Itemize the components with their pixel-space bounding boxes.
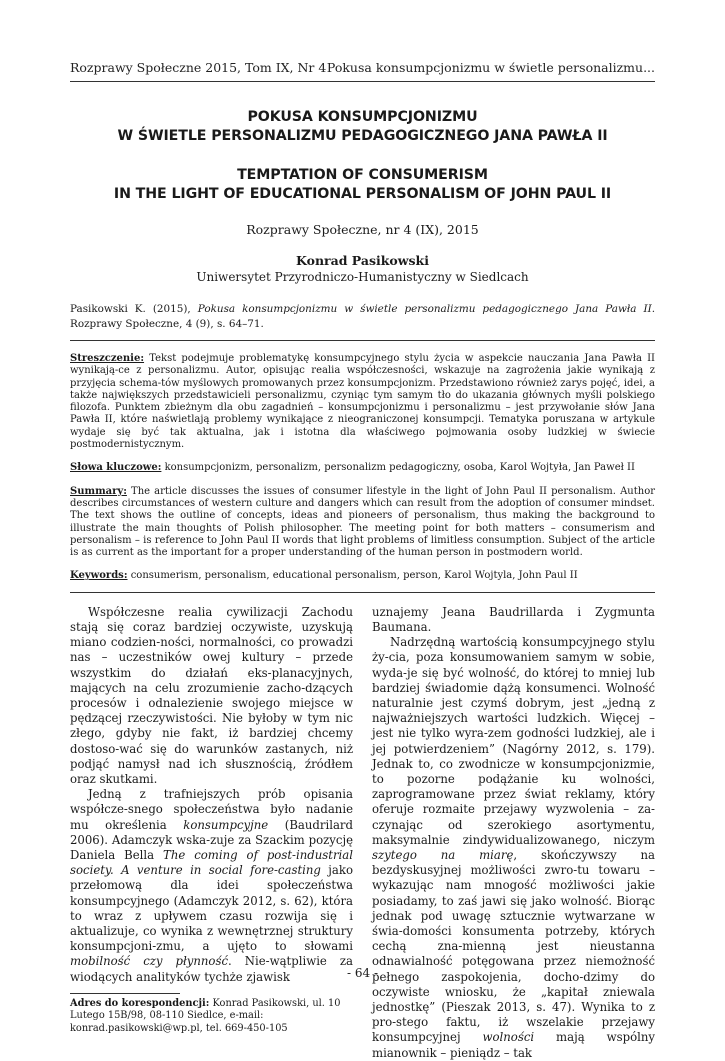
title-polish [70, 108, 655, 146]
text-run: Nadrzędną wartością konsumpcyjnego stylu ży-cia, poza konsumowaniem samym w sobie, wyda-je się być wolność, do której to mniej lub bardziej świadomie dążą konsumenci. Wolność naturalnie jest czymś dobrym, jest „jedną z najważniejszych wartości ludzkich. Więcej – jest nie tylko wyra-zem godności ludzkiej, ale i jej potwierdzeniem” (Nagórny 2012, s. 179). Jednak to, co zwodnicze w konsumpcjonizmie, to pozorne podążanie ku wolności, zaprogramowane przez świat reklamy, który oferuje rozmaite przejawy wyzwolenia – za-czynając od szerokiego asortymentu, maksymalnie zindywidualizowanego, niczym [372, 635, 655, 847]
abstract-pl-text: Tekst podejmuje problematykę konsumpcyjnego stylu życia w aspekcie nauczania Jana Pawła II wynikają-ce z personalizmu. Autor, opisując realia współczesności, wskazuje na zagrożenia jakie wynikają z przyjęcia schema-tów myślowych promowanych przez konsumpcjonizm. Przedstawiono również zarys pojęć, idei, a także największych przedstawicieli personalizmu, czyniąc tym samym tło do ukazania głównych myśli polskiego filozofa. Punktem zbieżnym dla obu zagadnień – konsumpcjonizmu i personalizmu – jest przywołanie słów Jana Pawła II, które naświetlają problemy wynikające z nieograniczonej konsumpcji. Tematyka poruszana w artykule wydaje się być tak aktualna, jak i istotna dla właściwego pojmowania osoby ludzkiej w świecie postmodernistycznym. [70, 353, 655, 451]
citation-title: Pokusa konsumpcjonizmu w świetle personalizmu pedagogicznego Jana Pawła II [197, 303, 652, 315]
citation-before: Pasikowski K. (2015), [70, 303, 198, 315]
text-run: . Nie-wątpliwie za wiodących analityków tychże zjawisk [70, 954, 353, 984]
footnote-label: Adres do korespondencji: [70, 997, 210, 1009]
title-en-line-1: TEMPTATION OF CONSUMERISM [237, 167, 488, 183]
body-paragraph: uznajemy Jeana Baudrillarda i Zygmunta Baumana. [372, 604, 655, 634]
text-run-italic: The coming of post-industrial society. A venture in social fore-casting [70, 848, 353, 878]
author-name: Konrad Pasikowski [296, 253, 429, 268]
text-run: mają wspólny mianownik – pieniądz – tak [372, 1030, 655, 1060]
text-run: (Baudrilard 2006). Adamczyk wska-zuje za Szackim pozycję Daniela Bella [70, 817, 353, 862]
summary-en-text: The article discusses the issues of consumer lifestyle in the light of John Paul II personalism. Author describes circumstances of western culture and dangers which can result from the adoption of consumer mindset. The text shows the outline of concepts, ideas and pioneers of personalism, thus making the background to illustrate the main thoughts of Polish philosopher. The meeting point for both matters – consumerism and personalism – is reference to John Paul II words that light problems of limitless consumption. Subject of the article is as current as the important for a proper understanding of the human person in postmodern world. [70, 485, 655, 559]
page [70, 60, 655, 1061]
footnote-divider [70, 993, 180, 994]
keywords-en [70, 570, 655, 592]
body-paragraph [70, 787, 353, 985]
text-run-italic: konsumpcyjne [183, 817, 269, 832]
body-columns [70, 605, 655, 1061]
text-run-italic: mobilność czy płynność [70, 954, 229, 969]
body-column-right [372, 605, 655, 1061]
header-journal: Rozprawy Społeczne 2015, Tom IX, Nr 4 [70, 60, 327, 75]
title-pl-line-2: W ŚWIETLE PERSONALIZMU PEDAGOGICZNEGO JANA PAWŁA II [117, 128, 608, 144]
text-run-italic: wolności [482, 1030, 535, 1045]
abstract-pl-label: Streszczenie: [70, 353, 145, 364]
body-paragraph [372, 635, 655, 1061]
journal-issue: Rozprawy Społeczne, nr 4 (IX), 2015 [246, 222, 479, 237]
text-run: jako przełomową dla idei społeczeństwa konsumpcyjnego (Adamczyk 2012, s. 62), która to wraz z upływem czasu rozwija się i aktualizuje, co wynika z wewnętrznej struktury konsumpcjoni-zmu, a ujęto to słowami [70, 863, 353, 954]
keywords-en-text: consumerism, personalism, educational personalism, person, Karol Wojtyla, John Paul II [127, 570, 578, 582]
header-short-title: Pokusa konsumpcjonizmu w świetle personalizmu... [326, 60, 655, 75]
body-column-left [70, 605, 353, 1061]
keywords-pl [70, 462, 655, 474]
abstract-pl [70, 353, 655, 451]
text-run: , skończywszy na bezdyskusyjnej możliwości zwro-tu towaru – wykazując nam mnogość możliwości jakie posiadamy, to zaś jawi się jako wolność. Biorąc jednak pod uwagę sztucznie wytwarzane w świa-domości konsumenta potrzeby, których cechą zna-mienną jest nieustanna odnawialność potęgowana przez niemożność pełnego zaspokojenia, docho-dzimy do oczywiste wniosku, że „kapitał zniewala jednostkę” (Pieszak 2013, s. 47). Wynika to z pro-stego faktu, iż wszelakie przejawy konsumpcyjnej [372, 848, 655, 1045]
summary-en-label: Summary: [70, 485, 127, 497]
title-en-line-2: IN THE LIGHT OF EDUCATIONAL PERSONALISM OF JOHN PAUL II [113, 186, 612, 202]
citation-after: . Rozprawy Społeczne, 4 (9), s. 64–71. [70, 303, 655, 330]
running-header [70, 60, 655, 82]
page-number: - 64 - [346, 966, 378, 980]
title-pl-line-1: POKUSA KONSUMPCJONIZMU [247, 109, 478, 125]
citation [70, 302, 655, 341]
body-paragraph: Współczesne realia cywilizacji Zachodu stają się coraz bardziej oczywiste, uzyskują miano codzien-ności, normalności, co prowadzi nas – uczestników owej kultury – przede wszystkim do działań eks-planacyjnych, mających na celu zrozumienie zacho-dzących procesów i odnalezienie swojego miejsce w pędzącej rzeczywistości. Nie byłoby w tym nic złego, gdyby nie fakt, iż bardziej chcemy dostoso-wać się do warunków zastanych, niż podjąć namysł nad ich słusznością, źródłem oraz skutkami. [70, 604, 353, 786]
text-run-italic: szytego na miarę [372, 848, 514, 862]
text-run: Jedną z trafniejszych prób opisania współcze-snego społeczeństwa było nadanie mu określenia [70, 787, 353, 832]
keywords-pl-text: konsumpcjonizm, personalizm, personalizm pedagogiczny, osoba, Karol Wojtyła, Jan Paweł II [161, 462, 635, 474]
keywords-en-label: Keywords: [70, 570, 128, 582]
summary-en [70, 486, 655, 560]
correspondence-footnote [70, 998, 353, 1036]
title-english [70, 166, 655, 204]
keywords-pl-label: Słowa kluczowe: [70, 462, 162, 474]
footnote-text: Konrad Pasikowski, ul. 10 Lutego 15B/98, 08-110 Siedlce, e-mail: konrad.pasikowski@wp.pl, tel. 669-450-105 [70, 997, 341, 1034]
author-affiliation: Uniwersytet Przyrodniczo-Humanistyczny w Siedlcach [196, 270, 529, 284]
